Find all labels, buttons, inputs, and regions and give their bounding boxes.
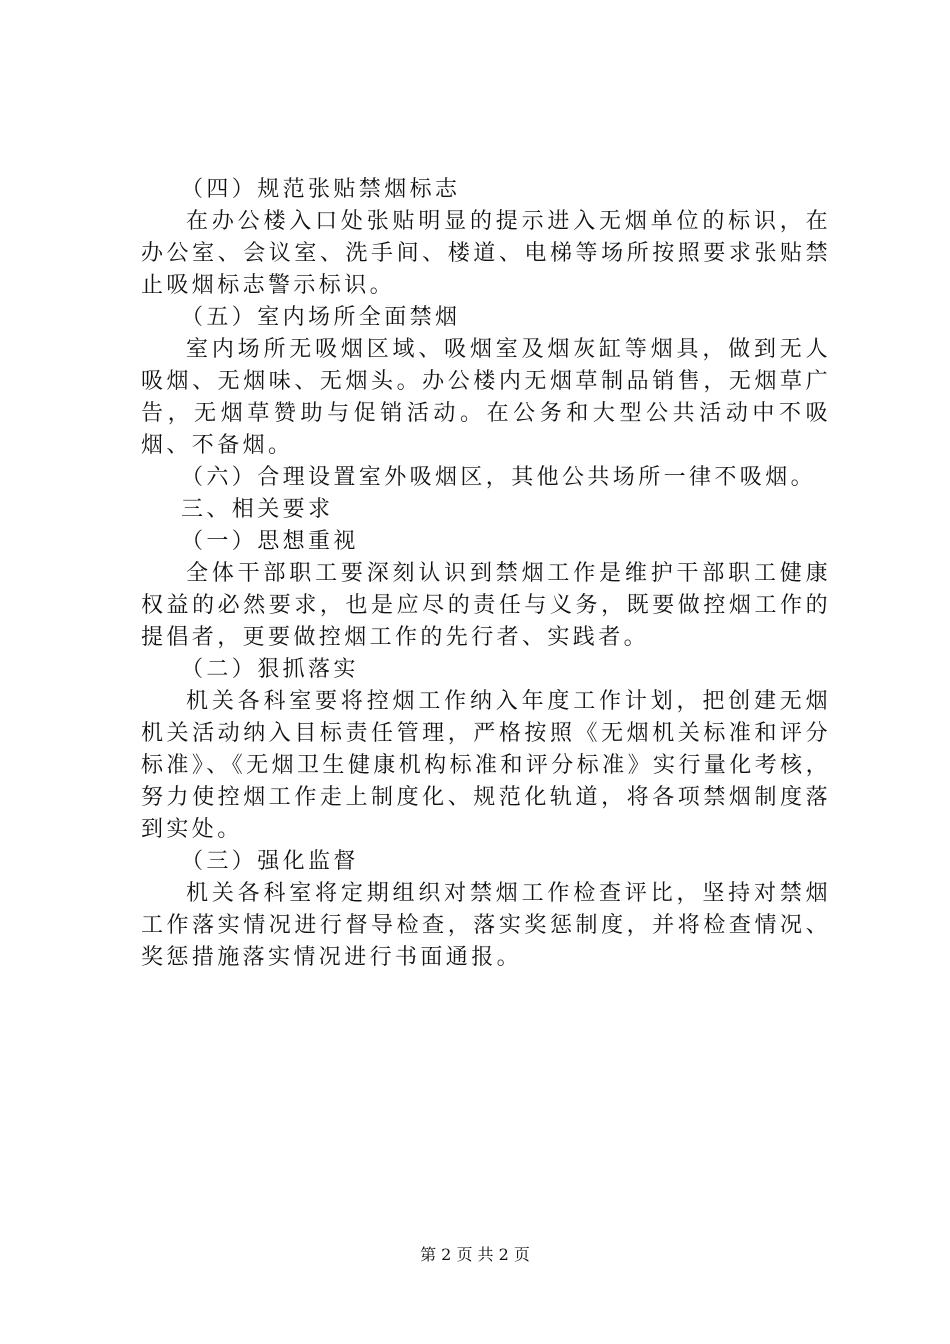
paragraph-signage: 在办公楼入口处张贴明显的提示进入无烟单位的标识，在办公室、会议室、洗手间、楼道、电梯等场所按照要求张贴禁止吸烟标志警示标识。 xyxy=(141,209,831,298)
paragraph-indoor-ban: 室内场所无吸烟区域、吸烟室及烟灰缸等烟具，做到无人吸烟、无烟味、无烟头。办公楼内无烟草制品销售，无烟草广告，无烟草赞助与促销活动。在公务和大型公共活动中不吸烟、不备烟。 xyxy=(141,337,831,458)
section-heading-6: （六）合理设置室外吸烟区，其他公共场所一律不吸烟。 xyxy=(181,465,817,490)
chapter-heading-requirements: 三、相关要求 xyxy=(181,497,334,522)
document-body xyxy=(141,174,831,974)
page-number-footer: 第 2 页 共 2 页 xyxy=(420,1245,530,1264)
paragraph-awareness: 全体干部职工要深刻认识到禁烟工作是维护干部职工健康权益的必然要求，也是应尽的责任与义务，既要做控烟工作的提倡者，更要做控烟工作的先行者、实践者。 xyxy=(141,561,831,650)
section-heading-3: （三）强化监督 xyxy=(181,849,359,874)
paragraph-supervision: 机关各科室将定期组织对禁烟工作检查评比，坚持对禁烟工作落实情况进行督导检查，落实奖惩制度，并将检查情况、奖惩措施落实情况进行书面通报。 xyxy=(141,881,831,970)
section-heading-1: （一）思想重视 xyxy=(181,529,359,554)
section-heading-5: （五）室内场所全面禁烟 xyxy=(181,305,461,330)
section-heading-2: （二）狠抓落实 xyxy=(181,657,359,682)
section-heading-4: （四）规范张贴禁烟标志 xyxy=(181,177,461,202)
paragraph-implementation: 机关各科室要将控烟工作纳入年度工作计划，把创建无烟机关活动纳入目标责任管理，严格按照《无烟机关标准和评分标准》、《无烟卫生健康机构标准和评分标准》实行量化考核，努力使控烟工作走上制度化、规范化轨道，将各项禁烟制度落到实处。 xyxy=(141,689,831,842)
